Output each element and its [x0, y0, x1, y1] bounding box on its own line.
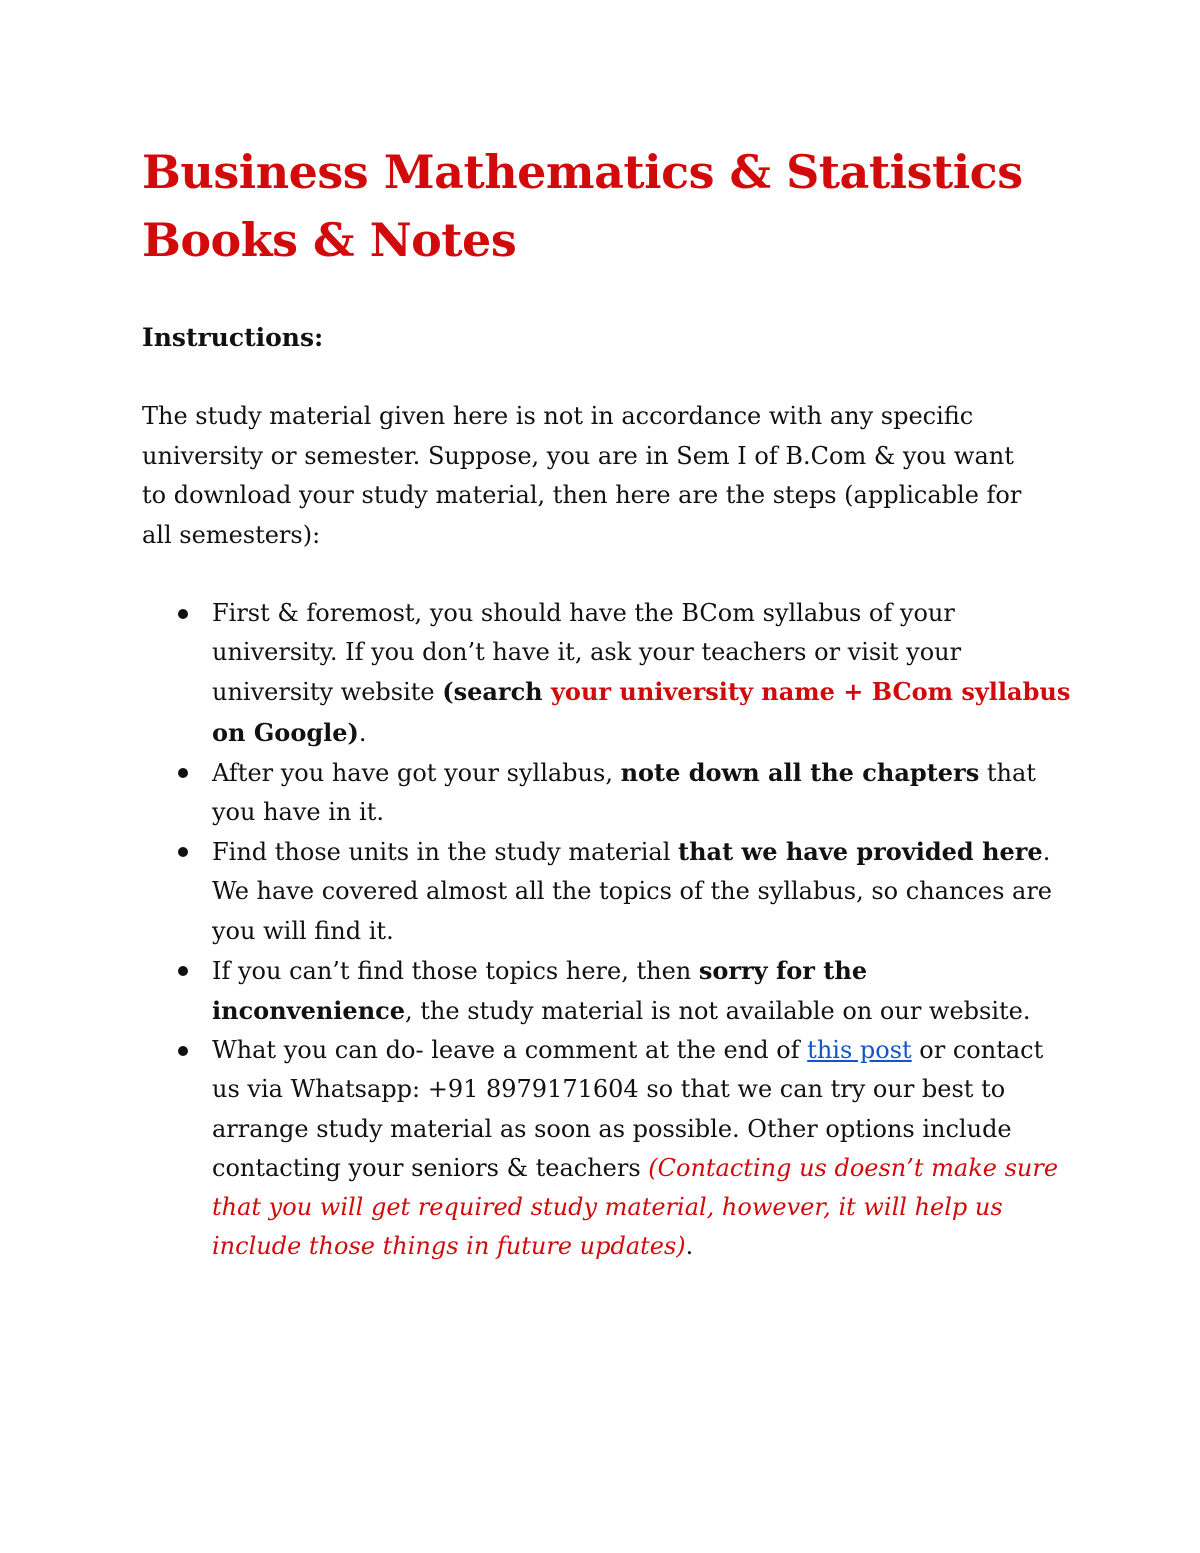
step-3-text: Find those units in the study material: [212, 838, 678, 867]
bullet-icon: [178, 609, 188, 619]
bullet-icon: [178, 966, 188, 976]
this-post-link[interactable]: this post: [807, 1036, 912, 1065]
step-4-emphasis: sorry for the inconvenience: [212, 955, 868, 1026]
instructions-heading: Instructions:: [142, 323, 324, 352]
step-3-emphasis: that we have provided here: [678, 837, 1043, 867]
intro-paragraph: The study material given here is not in accordance with any specific university or semester. Suppose, you are in Sem I of B.Com & you want to download your study material, then here are the steps (applicable for all semesters):: [142, 402, 1022, 549]
steps-list: [142, 594, 1072, 1266]
bullet-icon: [178, 768, 188, 778]
list-item: [142, 594, 1072, 753]
step-3-text-end: . We have covered almost all the topics of the syllabus, so chances are you will find it.: [212, 838, 1052, 945]
title-line-2: Books & Notes: [142, 213, 517, 267]
step-1-search-open: (search: [442, 677, 551, 707]
step-2-text: After you have got your syllabus,: [212, 758, 621, 787]
bullet-icon: [178, 847, 188, 857]
document-title: [142, 138, 1102, 274]
step-5-text-middle: or contact us via Whatsapp: +91 8979171604 so that we can try our best to arrange study material as soon as possible. Other options include contacting your seniors & teachers: [212, 1036, 1044, 1182]
list-item: [142, 832, 1072, 951]
list-item: [142, 753, 1072, 832]
step-2-text-end: that you have in it.: [212, 758, 1036, 827]
title-line-1: Business Mathematics & Statistics: [142, 145, 1023, 199]
step-1-end: .: [358, 718, 367, 747]
step-5-end: .: [685, 1232, 694, 1261]
list-item: [142, 951, 1072, 1031]
step-4-text: If you can’t find those topics here, then: [212, 956, 699, 985]
list-item: [142, 1031, 1072, 1266]
step-2-emphasis: note down all the chapters: [620, 757, 980, 787]
step-1-text: First & foremost, you should have the BCom syllabus of your university. If you don’t have it, ask your teachers or visit your university website: [212, 599, 962, 707]
step-5-text: What you can do- leave a comment at the end of: [212, 1036, 808, 1065]
step-1-search-close: on Google): [212, 717, 359, 747]
step-5-disclaimer: (Contacting us doesn’t make sure that you will get required study material, however, it will help us include those things in future updates): [212, 1153, 1059, 1261]
bullet-icon: [178, 1046, 188, 1056]
step-4-text-end: , the study material is not available on our website.: [405, 997, 1031, 1026]
step-1-search-query: your university name + BCom syllabus: [550, 677, 1071, 707]
